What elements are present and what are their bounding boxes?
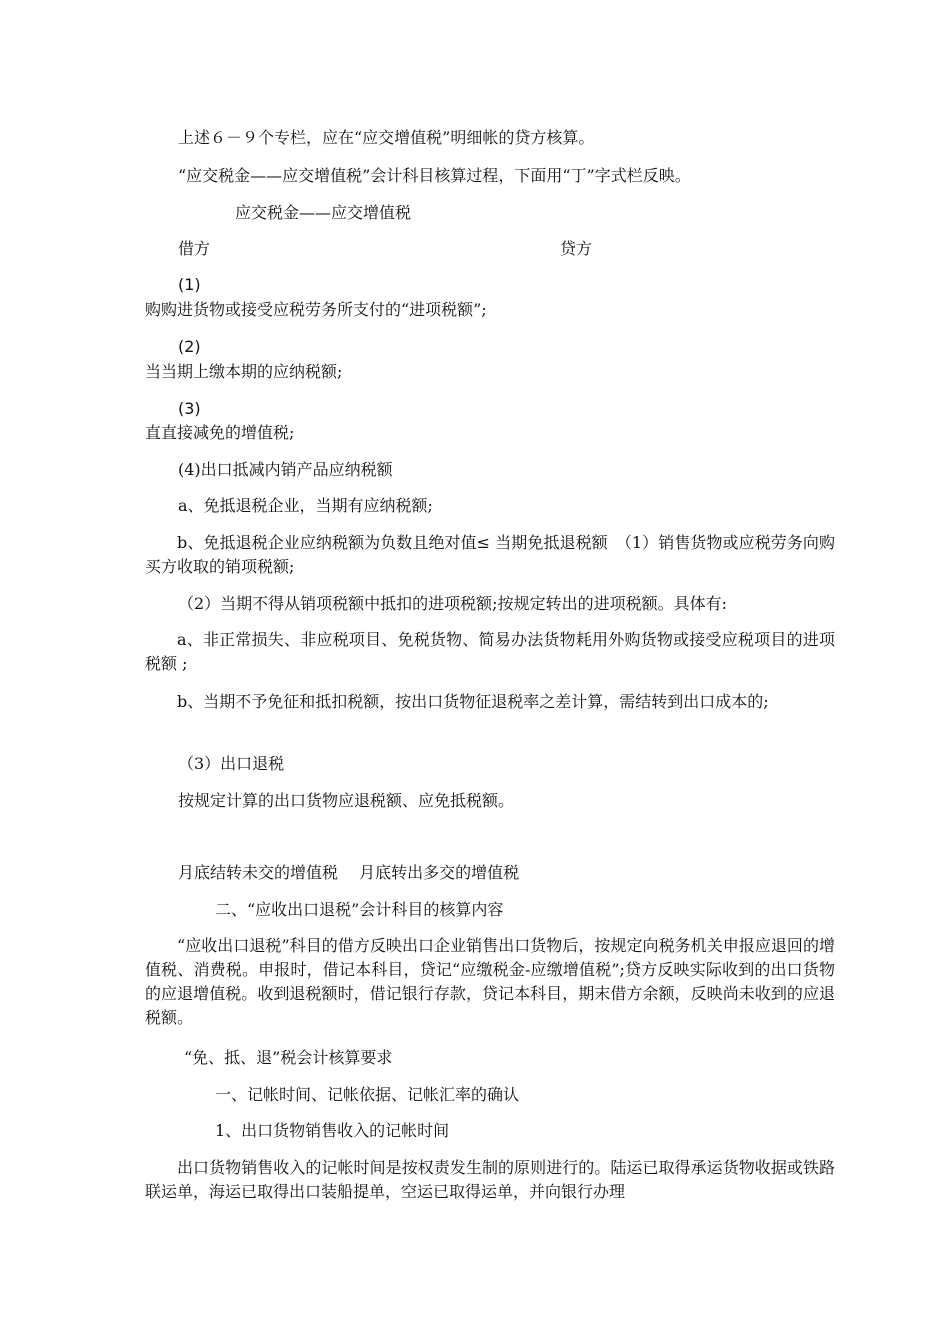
paragraph: b、当期不予免征和抵扣税额，按出口货物征退税率之差计算，需结转到出口成本的;	[177, 692, 769, 711]
text-line: “应交税金——应交增值税”会计科目核算过程，下面用“丁”字式栏反映。	[178, 166, 691, 185]
item-number: (3)	[178, 399, 201, 418]
paragraph: “应收出口退税”科目的借方反映出口企业销售出口货物后，按规定向税务机关申报应退回的增值税、消费税。申报时，借记本科目，贷记“应缴税金-应缴增值税”;贷方反映实际收到的出口货物的应退增值税。收到退税额时，借记银行存款，贷记本科目，期末借方余额，反映尚未收到的应退税额。	[145, 936, 835, 1027]
debit-label: 借方	[178, 239, 211, 258]
text-line: 当当期上缴本期的应纳税额;	[145, 362, 343, 381]
item-number: (2)	[178, 337, 201, 356]
text-line: (4)出口抵减内销产品应纳税额	[178, 460, 393, 479]
paragraph: a、非正常损失、非应税项目、免税货物、简易办法货物耗用外购货物或接受应税项目的进项税额 ;	[145, 630, 835, 673]
paragraph: 出口货物销售收入的记帐时间是按权责发生制的原则进行的。陆运已取得承运货物收据或铁路联运单，海运已取得出口装船提单，空运已取得运单，并向银行办理	[145, 1158, 835, 1201]
sub-heading: 1、出口货物销售收入的记帐时间	[215, 1121, 450, 1140]
paragraph: b、免抵退税企业应纳税额为负数且绝对值≤ 当期免抵退税额 （1）销售货物或应税劳务向购买方收取的销项税额;	[145, 533, 835, 576]
text-line: 购购进货物或接受应税劳务所支付的“进项税额”;	[145, 300, 487, 319]
text-line: a、免抵退税企业，当期有应纳税额;	[178, 496, 433, 515]
text-line: 上述６－９个专栏，应在“应交增值税”明细帐的贷方核算。	[178, 128, 595, 147]
text-line: 月底结转未交的增值税 月底转出多交的增值税	[178, 863, 520, 882]
item-number: (1)	[178, 275, 201, 294]
section-heading: “免、抵、退”税会计核算要求	[184, 1048, 393, 1067]
text-line: 按规定计算的出口货物应退税额、应免抵税额。	[178, 791, 515, 810]
section-heading: 一、记帐时间、记帐依据、记帐汇率的确认	[215, 1085, 520, 1104]
text-line: （2）当期不得从销项税额中抵扣的进项税额;按规定转出的进项税额。具体有:	[178, 594, 727, 613]
section-heading: 二、“应收出口退税”会计科目的核算内容	[215, 900, 504, 919]
text-line: 直直接减免的增值税;	[145, 423, 295, 442]
t-account-title: 应交税金——应交增值税	[235, 203, 412, 222]
text-line: （3）出口退税	[178, 754, 285, 773]
credit-label: 贷方	[560, 239, 593, 258]
